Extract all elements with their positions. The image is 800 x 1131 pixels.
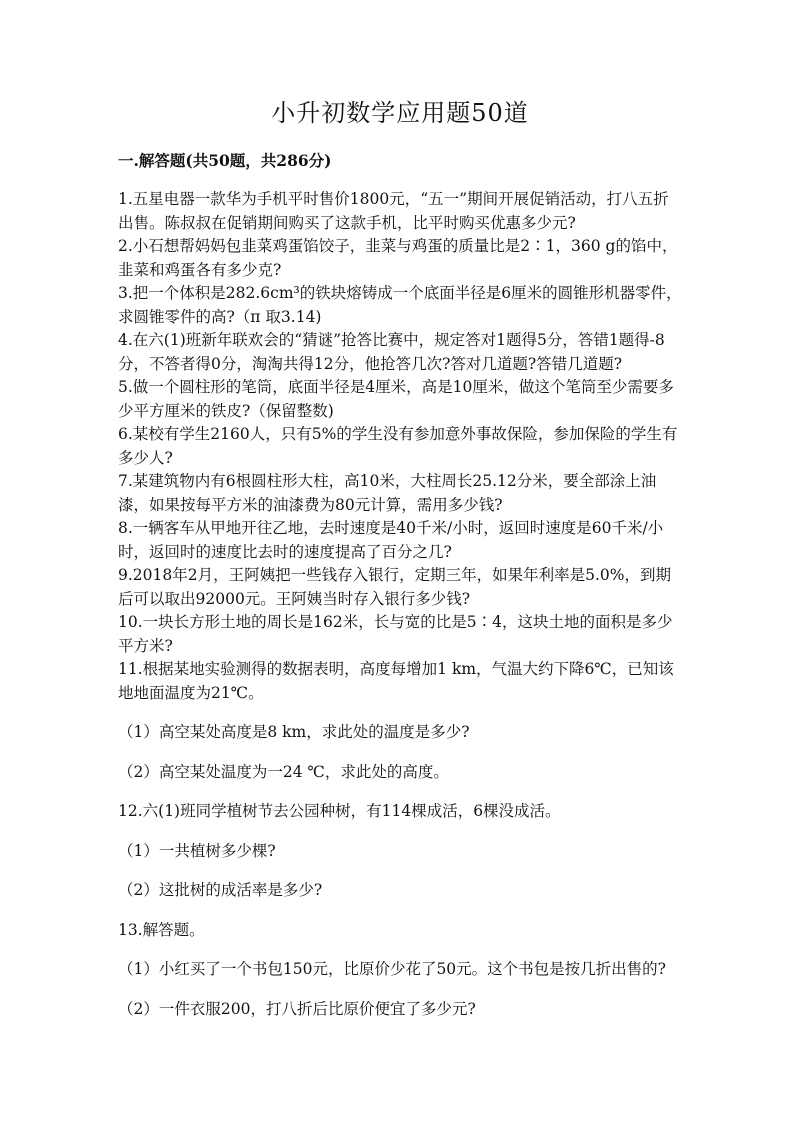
question-1: 1.五星电器一款华为手机平时售价1800元，“五一”期间开展促销活动，打八五折出售。陈叔叔在促销期间购买了这款手机，比平时购买优惠多少元? [118,190,669,232]
question-8: 8.一辆客车从甲地开往乙地，去时速度是40千米/小时，返回时速度是60千米/小时，返回时的速度比去时的速度提高了百分之几? [118,519,664,561]
question-6: 6.某校有学生2160人，只有5%的学生没有参加意外事故保险，参加保险的学生有多少人? [118,425,678,467]
question-12-part-1: （1）一共植树多少棵? [118,841,276,860]
question-7: 7.某建筑物内有6根圆柱形大柱，高10米，大柱周长25.12分米，要全部涂上油漆，如果按每平方米的油漆费为80元计算，需用多少钱? [118,472,657,514]
section-heading: 一.解答题(共50题，共286分) [118,151,332,170]
question-5: 5.做一个圆柱形的笔筒，底面半径是4厘米，高是10厘米，做这个笔筒至少需要多少平方厘米的铁皮?（保留整数) [118,378,674,420]
question-10: 10.一块长方形土地的周长是162米，长与宽的比是5∶4，这块土地的面积是多少平方米? [118,613,673,655]
question-4: 4.在六(1)班新年联欢会的“猜谜”抢答比赛中，规定答对1题得5分，答错1题得-8分，不答者得0分，淘淘共得12分，他抢答几次?答对几道题?答错几道题? [118,331,665,373]
question-11-part-1: （1）高空某处高度是8 km，求此处的温度是多少? [118,723,470,741]
question-2: 2.小石想帮妈妈包韭菜鸡蛋馅饺子，韭菜与鸡蛋的质量比是2∶1，360 g的馅中，韭菜和鸡蛋各有多少克? [118,237,678,279]
question-13-part-2: （2）一件衣服200，打八折后比原价便宜了多少元? [118,999,476,1018]
question-12-part-2: （2）这批树的成活率是多少? [118,881,323,899]
question-11: 11.根据某地实验测得的数据表明，高度每增加1 km，气温大约下降6℃，已知该地地面温度为21℃。 [118,660,674,702]
question-13: 13.解答题。 [118,920,205,939]
question-11-part-2: （2）高空某处温度为一24 ℃，求此处的高度。 [118,762,449,781]
question-9: 9.2018年2月，王阿姨把一些钱存入银行，定期三年，如果年利率是5.0%，到期后可以取出92000元。王阿姨当时存入银行多少钱? [118,566,671,608]
question-13-part-1: （1）小红买了一个书包150元，比原价少花了50元。这个书包是按几折出售的? [118,960,666,978]
question-3: 3.把一个体积是282.6cm³的铁块熔铸成一个底面半径是6厘米的圆锥形机器零件，求圆锥零件的高?（π 取3.14) [118,284,682,326]
question-list [118,188,683,1021]
question-12: 12.六(1)班同学植树节去公园种树，有114棵成活，6棵没成活。 [118,802,561,820]
page-title: 小升初数学应用题50道 [271,99,529,127]
